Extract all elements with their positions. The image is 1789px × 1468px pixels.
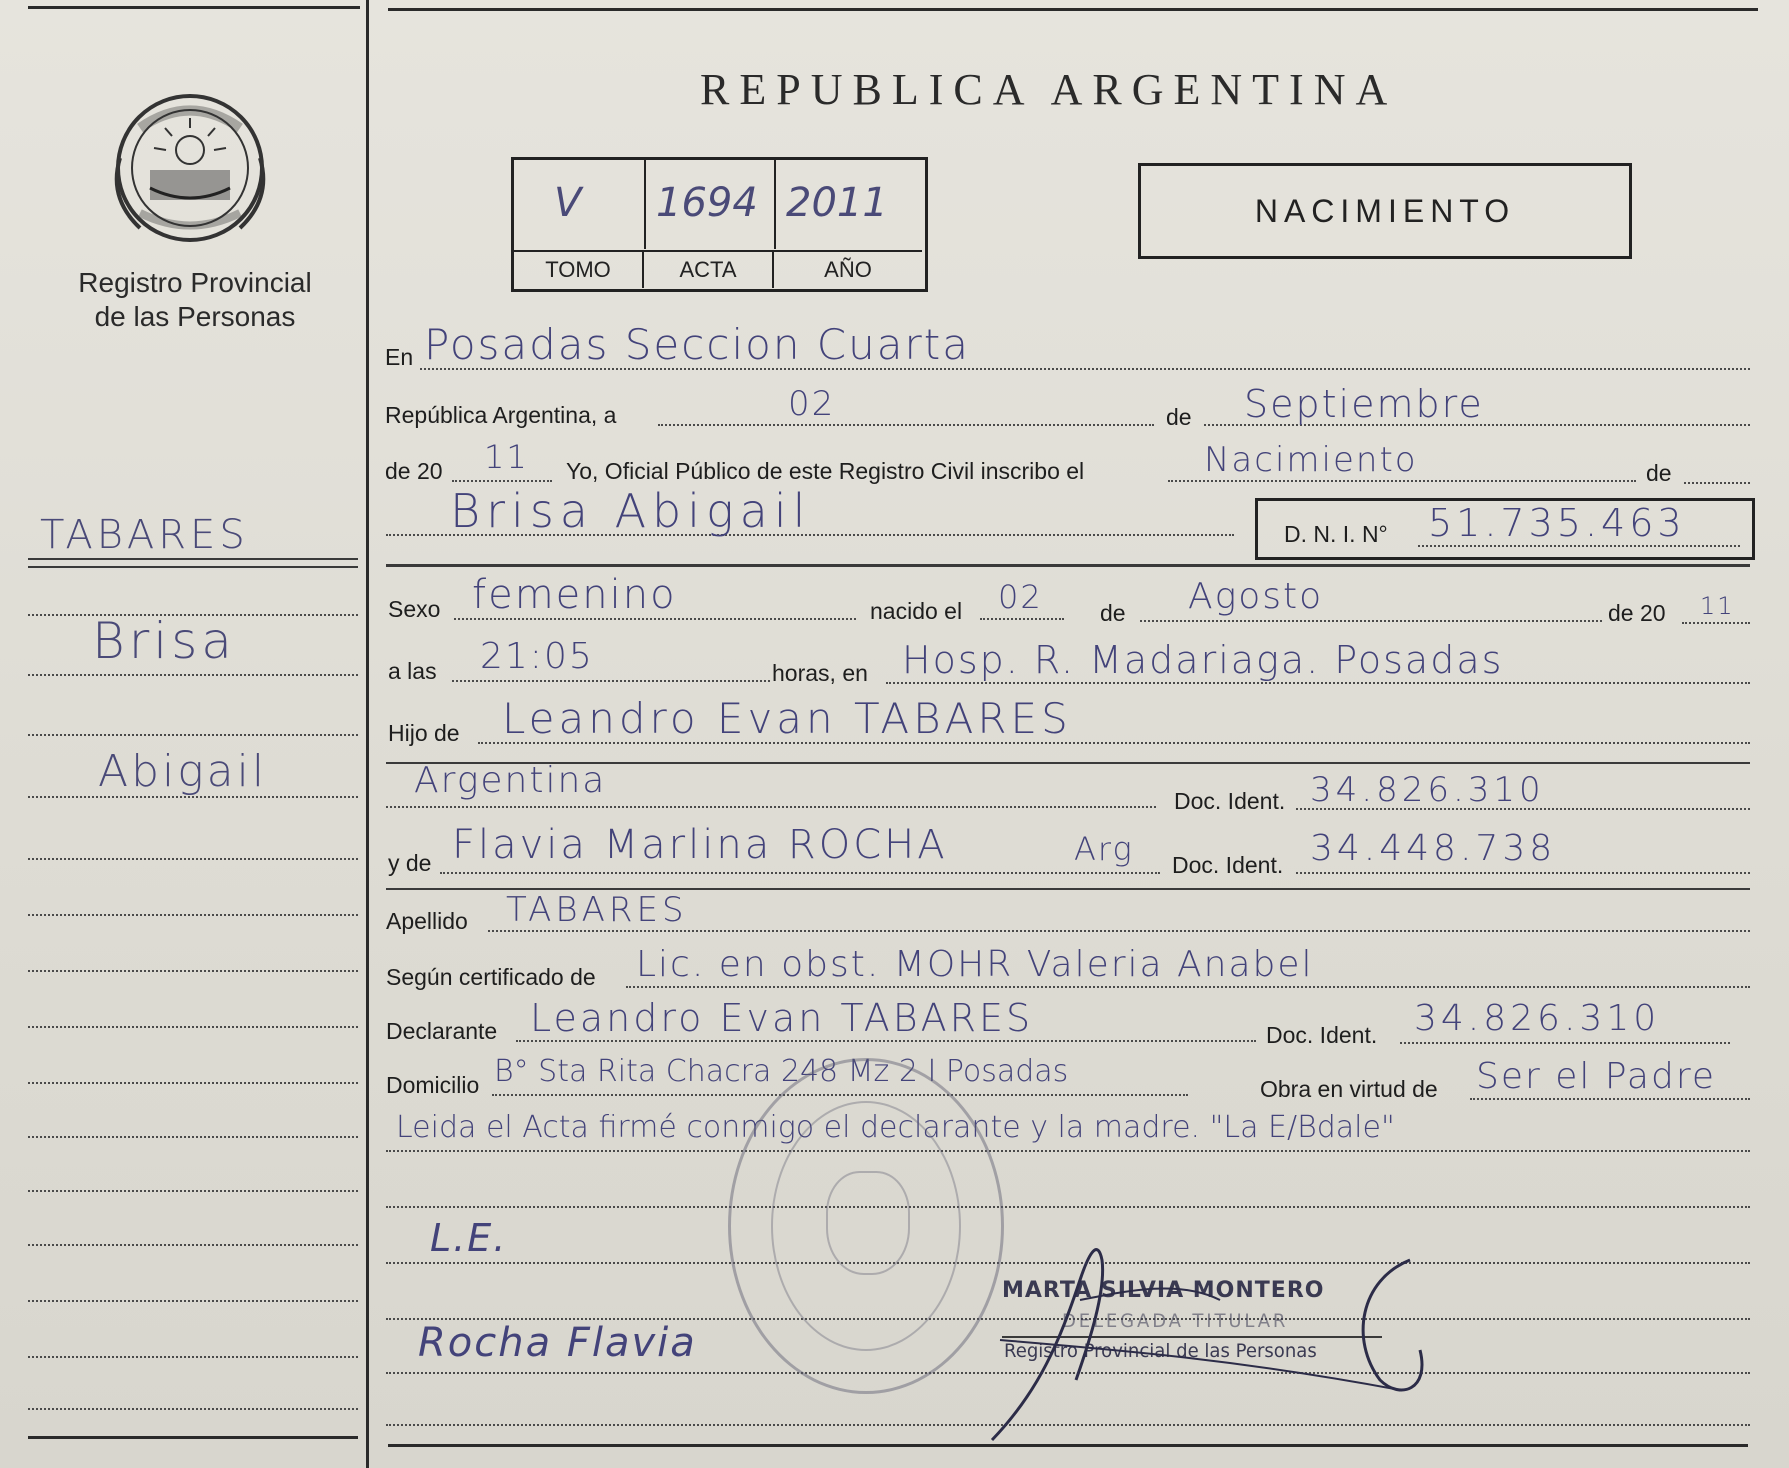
father-doc-value: 34.826.310	[1310, 770, 1545, 810]
tomo-value: V	[554, 180, 582, 226]
form-line	[1400, 1042, 1730, 1044]
margin-surname: TABARES	[40, 512, 249, 558]
hospital-stamp	[728, 1058, 1004, 1394]
margin-line	[28, 558, 358, 560]
acta-label: ACTA	[644, 250, 774, 288]
horas-label: horas, en	[772, 660, 868, 686]
dni-label: D. N. I. N°	[1284, 521, 1388, 547]
segun-label: Según certificado de	[386, 964, 596, 990]
form-line	[626, 986, 1750, 988]
de-end-label: de	[1646, 460, 1672, 486]
doc1-label: Doc. Ident.	[1174, 788, 1286, 814]
de2-label: de	[1100, 600, 1126, 626]
top-border-right	[388, 8, 1758, 11]
day-value: 02	[788, 384, 836, 424]
apellido-label: Apellido	[386, 908, 468, 934]
top-border-left	[28, 6, 360, 9]
acta-value: 1694	[656, 180, 758, 226]
margin-first-name: Brisa	[92, 612, 236, 670]
form-line	[1682, 622, 1750, 624]
record-number-box	[511, 157, 928, 292]
form-line	[386, 1150, 1750, 1152]
column-divider	[366, 0, 369, 1468]
child-name-value: Brisa Abigail	[450, 484, 812, 538]
father-nationality-value: Argentina	[414, 760, 607, 801]
de-20-label: de 20	[385, 458, 443, 484]
en-label: En	[385, 344, 414, 370]
form-line	[1296, 872, 1750, 874]
anio-label: AÑO	[774, 250, 922, 288]
act-value: Nacimiento	[1204, 440, 1418, 480]
mother-doc-value: 34.448.738	[1310, 828, 1557, 869]
hour-value: 21:05	[480, 636, 594, 677]
mother-signature: Rocha Flavia	[418, 1320, 697, 1366]
margin-line	[28, 1026, 358, 1028]
form-line	[452, 680, 770, 682]
margin-line	[28, 1190, 358, 1192]
form-line	[440, 872, 1160, 874]
margin-line	[28, 1136, 358, 1138]
address-value: B° Sta Rita Chacra 248 Mz 2 I Posadas	[494, 1054, 1069, 1089]
form-line	[386, 1206, 1750, 1208]
form-line	[386, 806, 1156, 808]
country-heading: REPUBLICA ARGENTINA	[700, 65, 1398, 114]
form-line	[454, 618, 856, 620]
declarant-signature: L.E.	[430, 1216, 508, 1260]
registry-name	[40, 266, 350, 334]
birth-year-value: 11	[1700, 592, 1735, 620]
republica-label: República Argentina, a	[385, 402, 617, 428]
sexo-label: Sexo	[388, 596, 441, 622]
certificate-value: Lic. en obst. MOHR Valeria Anabel	[636, 944, 1314, 985]
a-las-label: a las	[388, 658, 437, 684]
provincial-seal	[110, 88, 270, 248]
basis-value: Ser el Padre	[1476, 1056, 1716, 1097]
official-office: Registro Provincial de las Personas	[1004, 1340, 1317, 1362]
hijo-label: Hijo de	[388, 720, 460, 746]
section-separator	[386, 564, 1750, 567]
form-line	[516, 1040, 1256, 1042]
mother-nationality-value: Arg	[1074, 830, 1134, 868]
surname-value: TABARES	[506, 890, 688, 930]
margin-line	[28, 1356, 358, 1358]
year-value: 11	[484, 438, 529, 476]
obra-label: Obra en virtud de	[1260, 1076, 1438, 1102]
month-value: Septiembre	[1244, 382, 1484, 426]
margin-line	[28, 734, 358, 736]
y-de-label: y de	[388, 850, 432, 876]
official-role: DELEGADA TITULAR	[1062, 1310, 1289, 1332]
bottom-border-left	[28, 1436, 358, 1439]
margin-second-name: Abigail	[98, 746, 268, 797]
place-value: Posadas Seccion Cuarta	[424, 320, 970, 369]
form-line	[1684, 482, 1750, 484]
yo-label: Yo, Oficial Público de este Registro Civil inscribo el	[566, 458, 1085, 484]
margin-line	[28, 1244, 358, 1246]
official-name: MARTA SILVIA MONTERO	[1002, 1278, 1325, 1303]
margin-line	[28, 1300, 358, 1302]
birth-month-value: Agosto	[1188, 576, 1324, 617]
sex-value: femenino	[472, 572, 677, 618]
form-line	[1140, 620, 1602, 622]
stamp-crest	[826, 1171, 910, 1275]
tomo-label: TOMO	[514, 250, 644, 288]
margin-line	[28, 914, 358, 916]
doc3-label: Doc. Ident.	[1266, 1022, 1378, 1048]
declarant-doc-value: 34.826.310	[1414, 998, 1661, 1039]
form-line	[488, 930, 1750, 932]
margin-line	[28, 566, 358, 568]
de-label: de	[1166, 404, 1192, 430]
form-line	[886, 682, 1750, 684]
form-line	[980, 618, 1064, 620]
dni-value: 51.735.463	[1428, 501, 1686, 545]
de-20b-label: de 20	[1608, 600, 1666, 626]
form-line	[1168, 480, 1636, 482]
form-line	[658, 424, 1154, 426]
closing-note-value: Leida el Acta firmé conmigo el declarante y la madre. "La E/Bdale"	[396, 1110, 1395, 1145]
form-line	[1418, 545, 1740, 547]
doc2-label: Doc. Ident.	[1172, 852, 1284, 878]
registry-name-line2: de las Personas	[94, 301, 296, 332]
margin-line	[28, 674, 358, 676]
form-line	[1470, 1098, 1750, 1100]
margin-line	[28, 858, 358, 860]
margin-line	[28, 1082, 358, 1084]
birth-place-value: Hosp. R. Madariaga. Posadas	[902, 638, 1504, 682]
dni-box	[1255, 498, 1755, 560]
margin-line	[28, 970, 358, 972]
margin-line	[28, 1408, 358, 1410]
anio-value: 2011	[786, 180, 888, 226]
act-type-box: NACIMIENTO	[1138, 163, 1632, 259]
declarant-value: Leandro Evan TABARES	[530, 996, 1034, 1040]
official-signature	[980, 1220, 1450, 1450]
mother-name-value: Flavia Marlina ROCHA	[452, 822, 948, 868]
registry-name-line1: Registro Provincial	[78, 267, 312, 298]
domicilio-label: Domicilio	[386, 1072, 480, 1098]
birth-day-value: 02	[998, 578, 1043, 616]
father-name-value: Leandro Evan TABARES	[502, 694, 1072, 743]
nacido-label: nacido el	[870, 598, 963, 624]
form-line	[452, 480, 552, 482]
declarante-label: Declarante	[386, 1018, 498, 1044]
